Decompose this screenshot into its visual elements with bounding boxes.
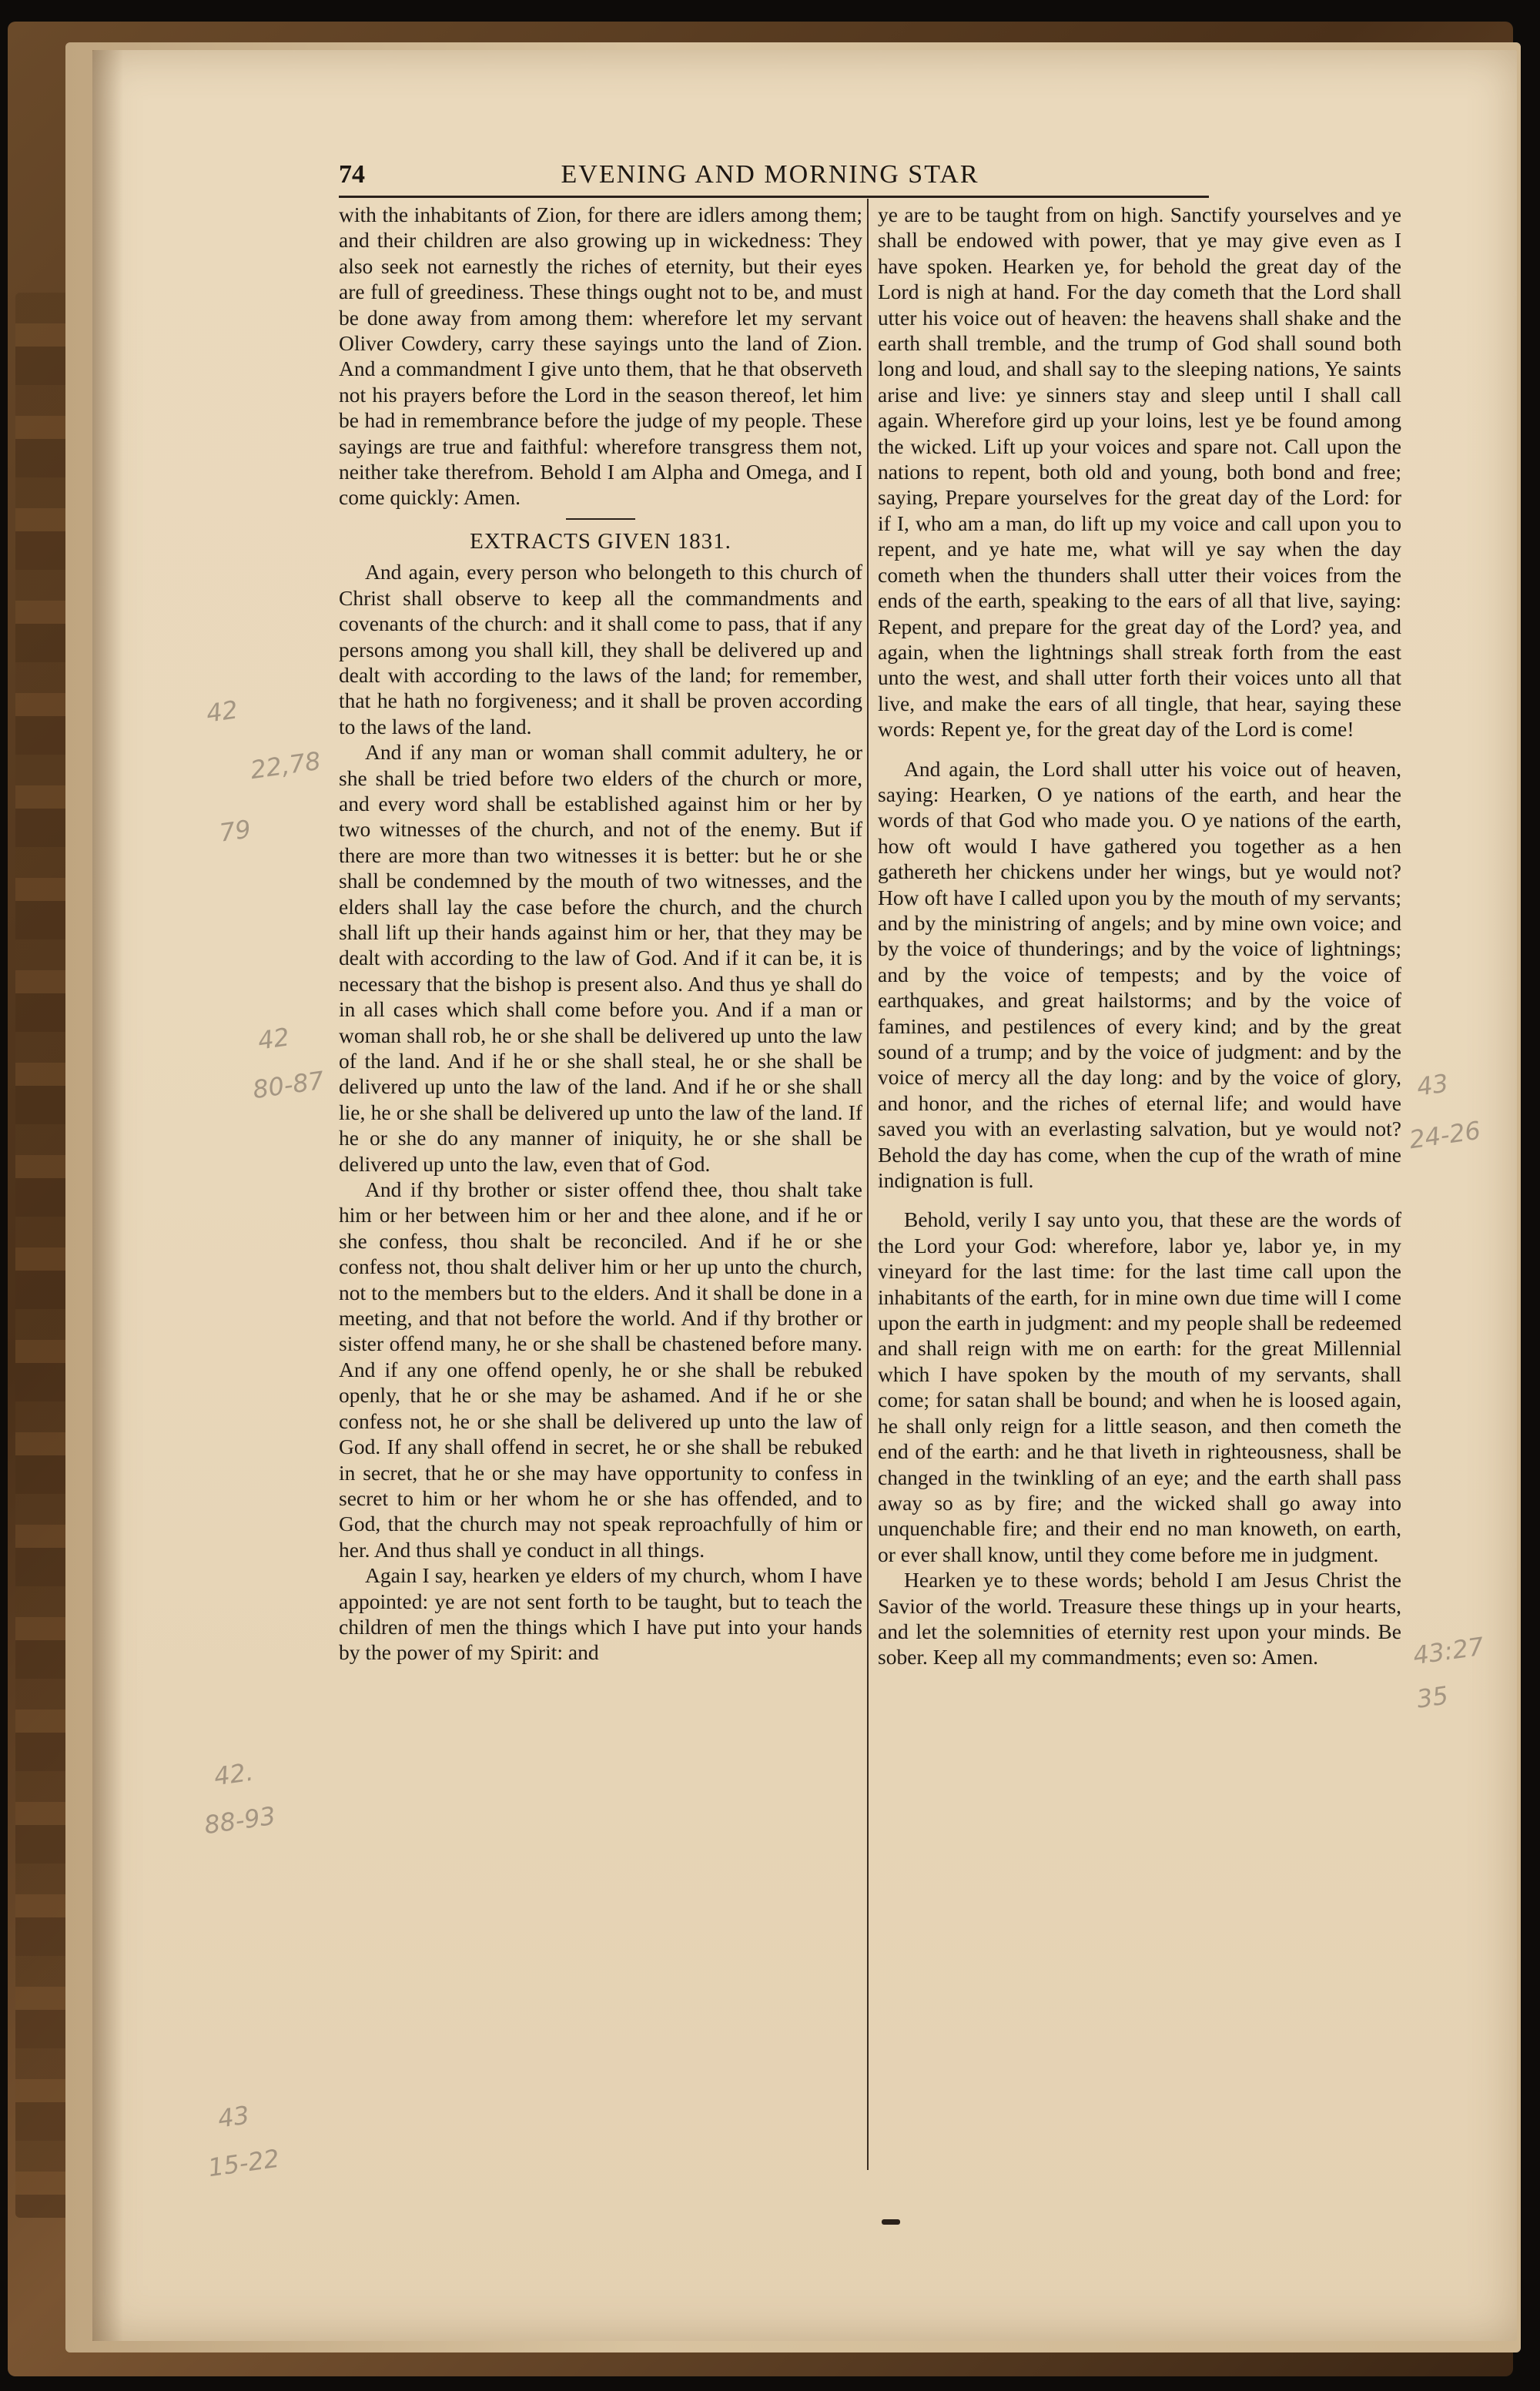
paragraph: ye are to be taught from on high. Sanctify yourselves and ye shall be endowed with power, that ye may give even as I have spoken. Hearken ye, for behold the great day of the Lord is nigh at hand. For the day cometh that the Lord shall utter his voice out of heaven: the heavens shall shake and the earth shall tremble, and the trump of God shall sound both long and loud, and shall say to the sleeping nations, Ye saints arise and live: ye sinners stay and sleep until I shall call again. Wherefore gird up your loins, lest ye be found among the wicked. Lift up your voices and spare not. Call upon the nations to repent, both old and young, both bond and free; saying, Prepare yourselves for the great day of the Lord: for if I, who am a man, do lift up my voice and call upon you to repent, and ye hate me, what will ye say when the day cometh when the thunders shall utter their voices from the ends of the earth, speaking to the ears of all that live, saying: Repent, and prepare for the great day of the Lord? yea, and again, when the lightnings shall streak forth from the east unto the west, and shall utter forth their voices unto all that live, and make the ears of all tingle, that hear, saying these words: Repent ye, for the great day of the Lord is come! xyxy=(878,203,1401,742)
page-number: 74 xyxy=(339,160,365,189)
pencil-note: 43:27 xyxy=(1411,1631,1486,1671)
pencil-note: 79 xyxy=(217,814,253,848)
pencil-note: 42 xyxy=(204,695,240,728)
pencil-note: 35 xyxy=(1414,1680,1451,1714)
paragraph: And again, the Lord shall utter his voice out of heaven, saying: Hearken, O ye nations of the earth, and hear the words of that God who made you. O ye nations of the earth, how oft would I have gathered you together as a hen gathereth her chickens under her wings, but ye would not? How oft have I called upon you by the mouth of my servants; and by the ministring of angels; and by mine own voice; and by the voice of thunderings; and by the voice of lightnings; and by the voice of tempests; and by the voice of earthquakes, and great hailstorms; and by the voice of famines, and pestilences of every kind; and by the great sound of a trump; and by the voice of judgment: and by the voice of mercy all the day long: and by the voice of glory, and honor, and the riches of eternal life; and would have saved you with an everlasting salvation, but ye would not? Behold the day has come, when the cup of the wrath of mine indignation is full. xyxy=(878,756,1401,1193)
pencil-note: 24-26 xyxy=(1407,1115,1483,1155)
paragraph: And if any man or woman shall commit adultery, he or she shall be tried before two elders of the church or more, and every word shall be established against him or her by two witnesses of the church, and not of the enemy. But if there are more than two witnesses it is better: but he or she shall be condemned by the mouth of two witnesses, and the elders shall lay the case before the church, and the church shall lift up their hands against him or her, that they may be dealt with according to the law of God. And if it can be, it is necessary that the bishop is present also. And thus ye shall do in all cases which shall come before you. And if a man or woman shall rob, he or she shall be delivered up unto the law of the land. And if he or she shall steal, he or she shall be delivered up unto the law of the land. And if he or she shall lie, he or she shall be delivered up unto the law of the land. If he or she do any manner of iniquity, he or she shall be delivered up unto the law, even that of God. xyxy=(339,740,862,1176)
paragraph: Behold, verily I say unto you, that these are the words of the Lord your God: wherefore, labor ye, labor ye, in my vineyard for the last time: for the last time call upon the inhabitants of the earth, for in mine own due time will I come upon the earth in judgment: and my people shall be redeemed and shall reign with me on earth: for the great Millennial which I have spoken by the mouth of my servants, shall come; for satan shall be bound; and when he is loosed again, he shall only reign for a little season, and then cometh the end of the earth: and he that liveth in righteousness, shall be changed in the twinkling of an eye; and the earth shall pass away so as by fire; and the wicked shall go away into unquenchable fire; and their end no man knoweth, on earth, or ever shall know, until they come before me in judgment. xyxy=(878,1207,1401,1566)
paragraph: Again I say, hearken ye elders of my church, whom I have appointed: ye are not sent forth to be taught, but to teach the children of men the things which I have put into your hands by the power of my Spirit: and xyxy=(339,1563,862,1665)
pencil-note: 42 xyxy=(256,1022,292,1056)
pencil-note: 15-22 xyxy=(206,2143,282,2183)
pencil-note: 42. xyxy=(212,1756,256,1792)
paragraph: And again, every person who belongeth to this church of Christ shall observe to keep all the commandments and covenants of the church: and it shall come to pass, that if any persons among you shall kill, they shall be delivered up and dealt with according to the laws of the land; for remember, that he hath no forgiveness; and it shall be proven according to the laws of the land. xyxy=(339,560,862,738)
column-divider xyxy=(867,199,869,2170)
journal-title: EVENING AND MORNING STAR xyxy=(561,160,979,189)
pencil-note: 43 xyxy=(216,2100,252,2134)
pencil-note: 43 xyxy=(1414,1068,1451,1102)
left-column xyxy=(339,202,862,1666)
footer-mark xyxy=(882,2219,900,2225)
paragraph: And if thy brother or sister offend thee, thou shalt take him or her between him or her and thee alone, and if he or she confess, thou shalt be reconciled. And if he or she confess not, thou shalt deliver him or her up unto the church, not to the members but to the elders. And it shall be done in a meeting, and that not before the world. And if thy brother or sister offend many, he or she shall be chastened before many. And if any one offend openly, he or she shall be rebuked openly, that he or she may be ashamed. And if he or she confess not, he or she shall be delivered up unto the law of God. If any shall offend in secret, he or she shall be rebuked in secret, that he or she may have opportunity to confess in secret to him or her whom he or she has offended, and to God, that the church may not speak reproachfully of him or her. And thus shall ye conduct in all things. xyxy=(339,1177,862,1562)
pencil-note: 80-87 xyxy=(250,1065,326,1105)
paragraph: Hearken ye to these words; behold I am Jesus Christ the Savior of the world. Treasure these things up in your hearts, and let the solemnities of eternity rest upon your minds. Be sober. Keep all my commandments; even so: Amen. xyxy=(878,1568,1401,1669)
running-head xyxy=(339,160,1532,199)
section-rule xyxy=(566,518,635,520)
pencil-note: 88-93 xyxy=(202,1800,278,1840)
pencil-note: 22,78 xyxy=(248,745,323,785)
right-column xyxy=(878,202,1401,1670)
page-gutter-shadow xyxy=(92,50,123,2341)
header-rule xyxy=(339,196,1209,198)
section-heading: EXTRACTS GIVEN 1831. xyxy=(470,528,732,554)
paragraph: with the inhabitants of Zion, for there are idlers among them; and their children are also growing up in wickedness: They also seek not earnestly the riches of eternity, but their eyes are full of greediness. These things ought not to be, and must be done away from among them: wherefore let my servant Oliver Cowdery, carry these sayings unto the land of Zion. And a commandment I give unto them, that he that observeth not his prayers before the Lord in the season thereof, let him be had in remembrance before the judge of my people. These sayings are true and faithful: wherefore transgress them not, neither take therefrom. Behold I am Alpha and Omega, and I come quickly: Amen. xyxy=(339,203,862,510)
